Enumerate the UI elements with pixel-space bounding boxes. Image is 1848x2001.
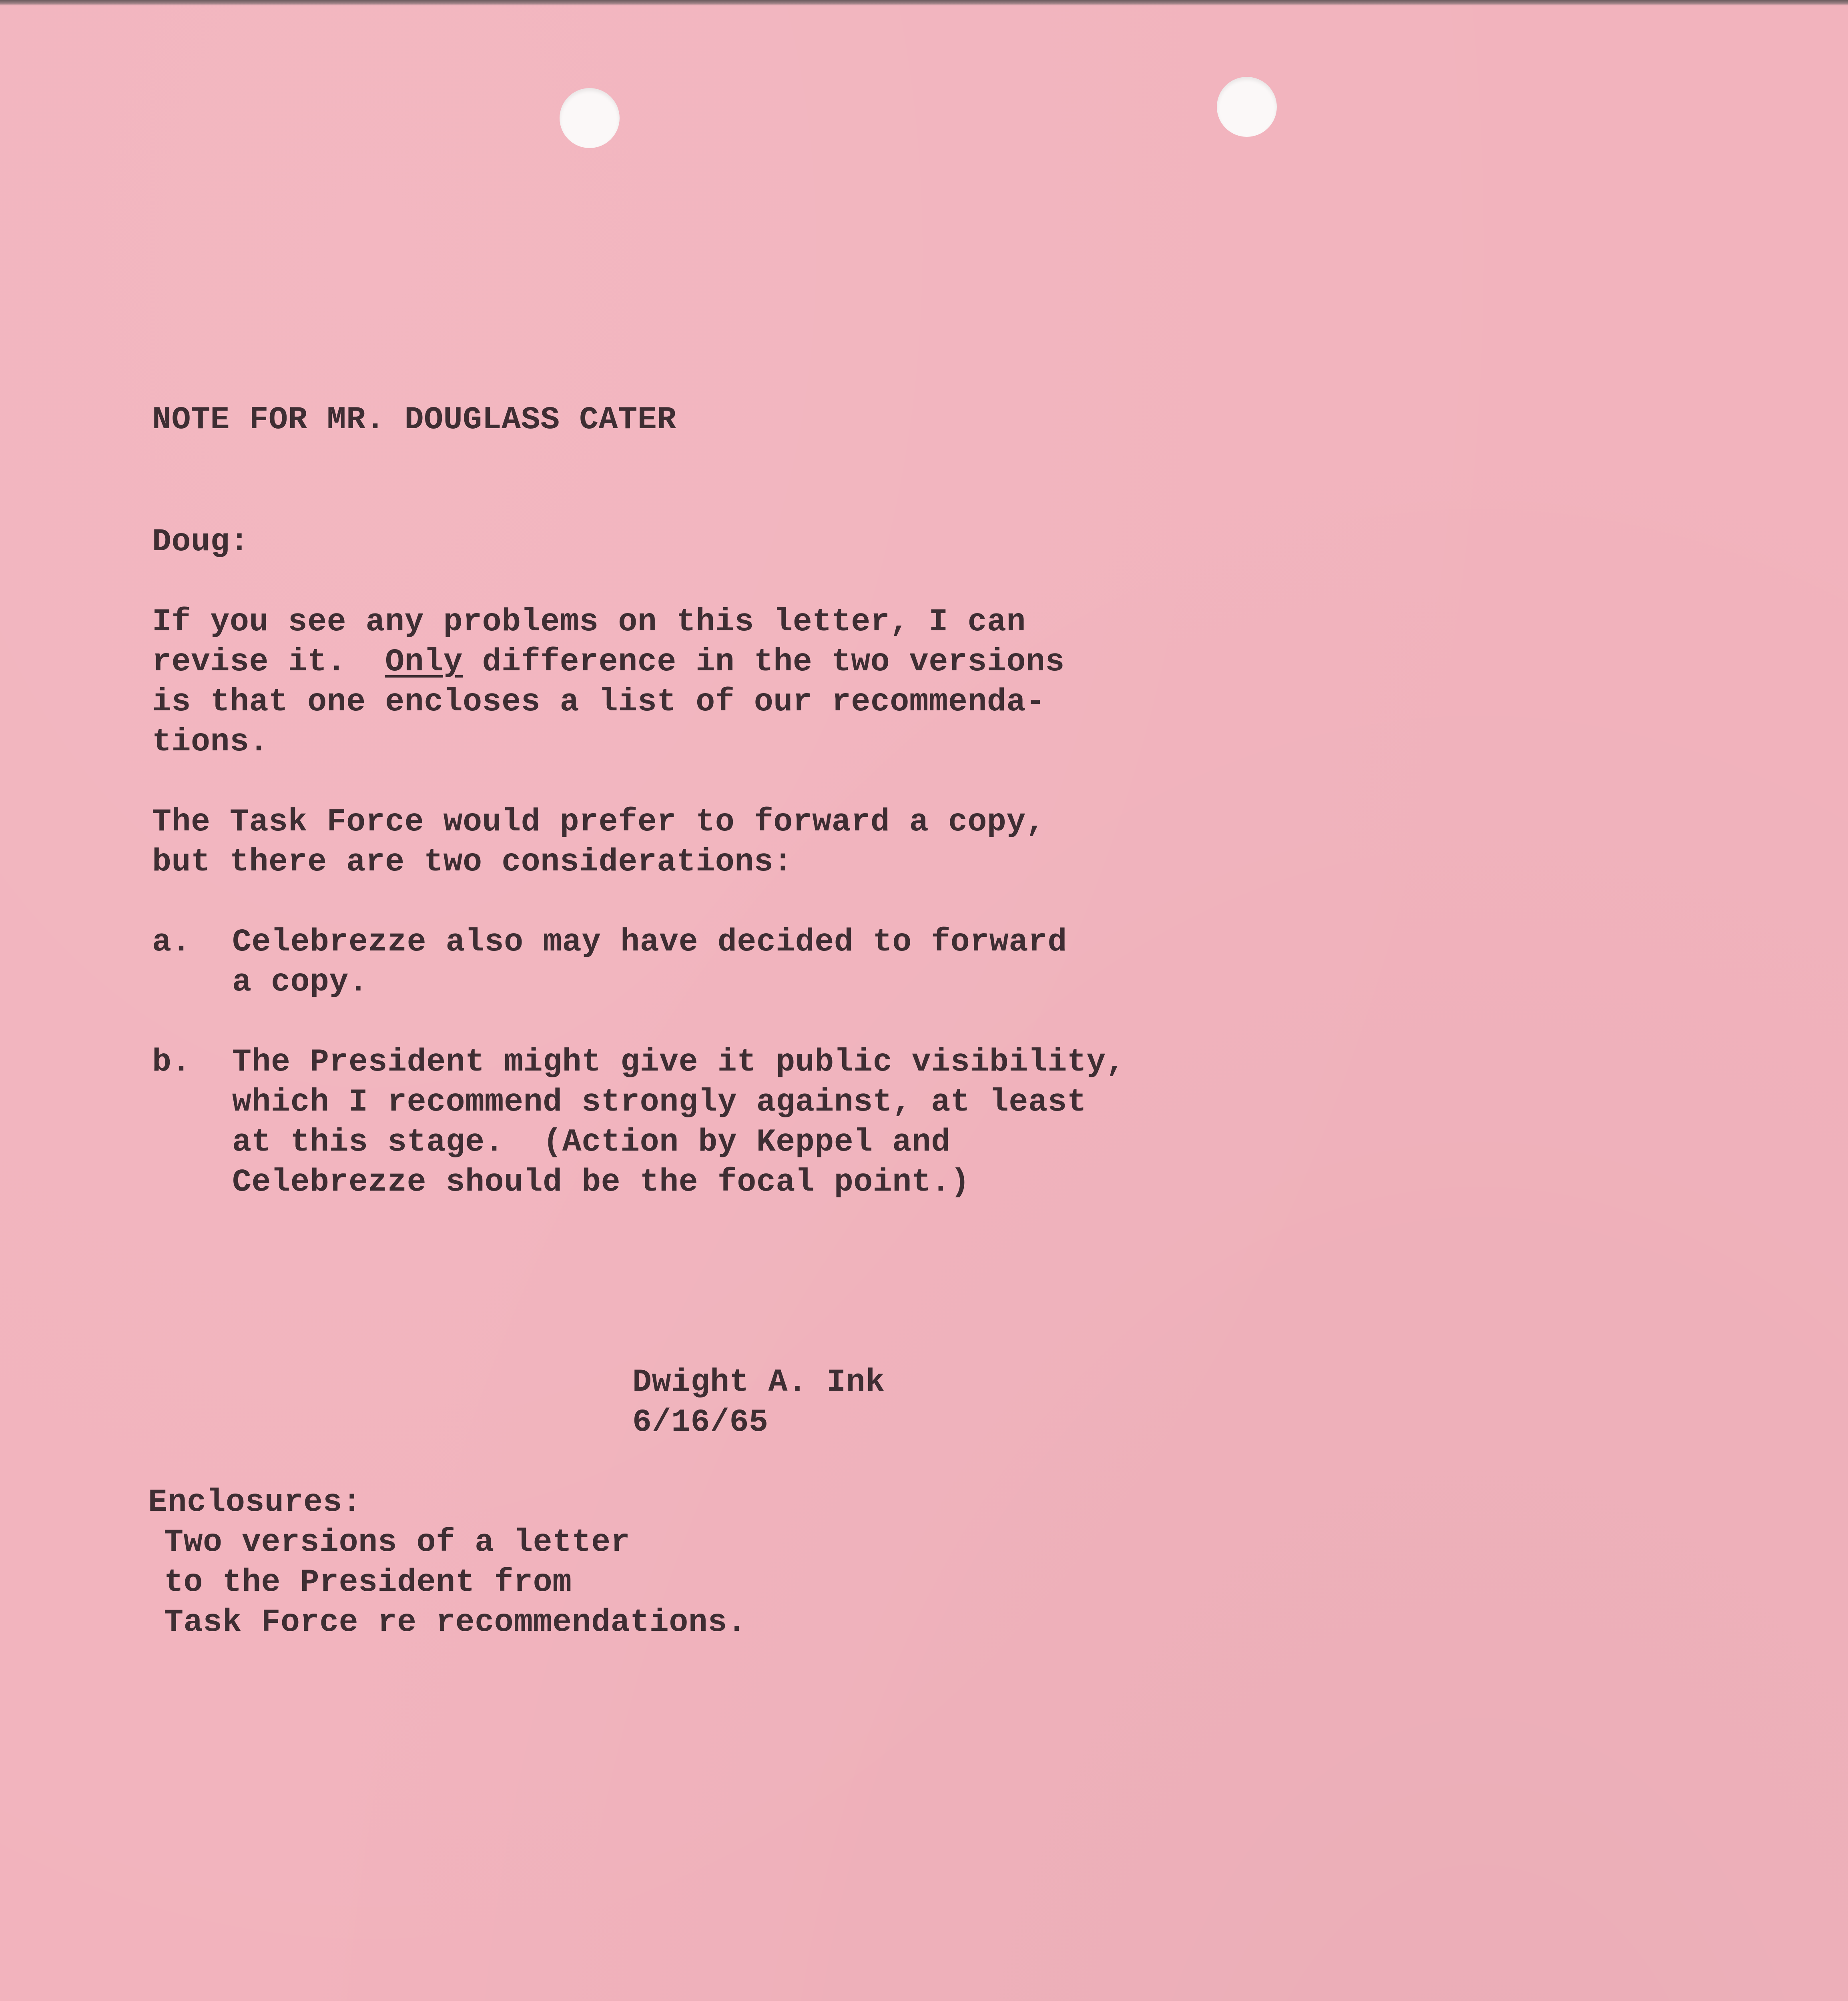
paragraph-2-line-1: The Task Force would prefer to forward a copy, [152, 804, 1045, 840]
paragraph-2 [152, 802, 1045, 882]
punch-hole-right [1217, 77, 1277, 137]
signature-name: Dwight A. Ink [632, 1364, 885, 1401]
list-item-b-line-4: Celebrezze should be the focal point.) [232, 1164, 970, 1201]
paragraph-2-line-2: but there are two considerations: [152, 844, 793, 880]
paragraph-1-line-3: is that one encloses a list of our recommenda- [152, 684, 1045, 720]
enclosures-list [164, 1523, 746, 1643]
enclosures-line-3: Task Force re recommendations. [164, 1604, 747, 1641]
page-top-edge [0, 0, 1848, 6]
list-item-b-line-3: at this stage. (Action by Keppel and [232, 1124, 951, 1161]
list-item-a-line-2: a copy. [232, 964, 368, 1000]
paragraph-1-line-4: tions. [152, 724, 269, 760]
paragraph-1-line-1: If you see any problems on this letter, I can [152, 604, 1026, 640]
list-item-b-line-1: The President might give it public visibility, [232, 1044, 1126, 1081]
list-item-b-line-2: which I recommend strongly against, at least [232, 1084, 1087, 1121]
punch-hole-left [560, 88, 620, 148]
list-item-a-marker: a. [152, 924, 191, 960]
paragraph-1-line-2-suffix: difference in the two versions [463, 644, 1065, 680]
list-item-b-marker: b. [152, 1044, 191, 1081]
enclosures-line-1: Two versions of a letter [164, 1524, 630, 1561]
enclosures-heading: Enclosures: [148, 1484, 362, 1521]
signature-date: 6/16/65 [632, 1404, 768, 1441]
salutation: Doug: [152, 524, 249, 560]
list-item-a-line-1: Celebrezze also may have decided to forward [232, 924, 1067, 960]
paragraph-1-line-2-prefix: revise it. [152, 644, 385, 680]
paragraph-1 [152, 602, 1065, 762]
list-item-a-text [232, 922, 1067, 1003]
memo-heading: NOTE FOR MR. DOUGLASS CATER [152, 402, 676, 438]
list-item-b-text [232, 1043, 1125, 1203]
enclosures-line-2: to the President from [164, 1564, 572, 1601]
paragraph-1-underlined-word: Only [385, 644, 463, 680]
